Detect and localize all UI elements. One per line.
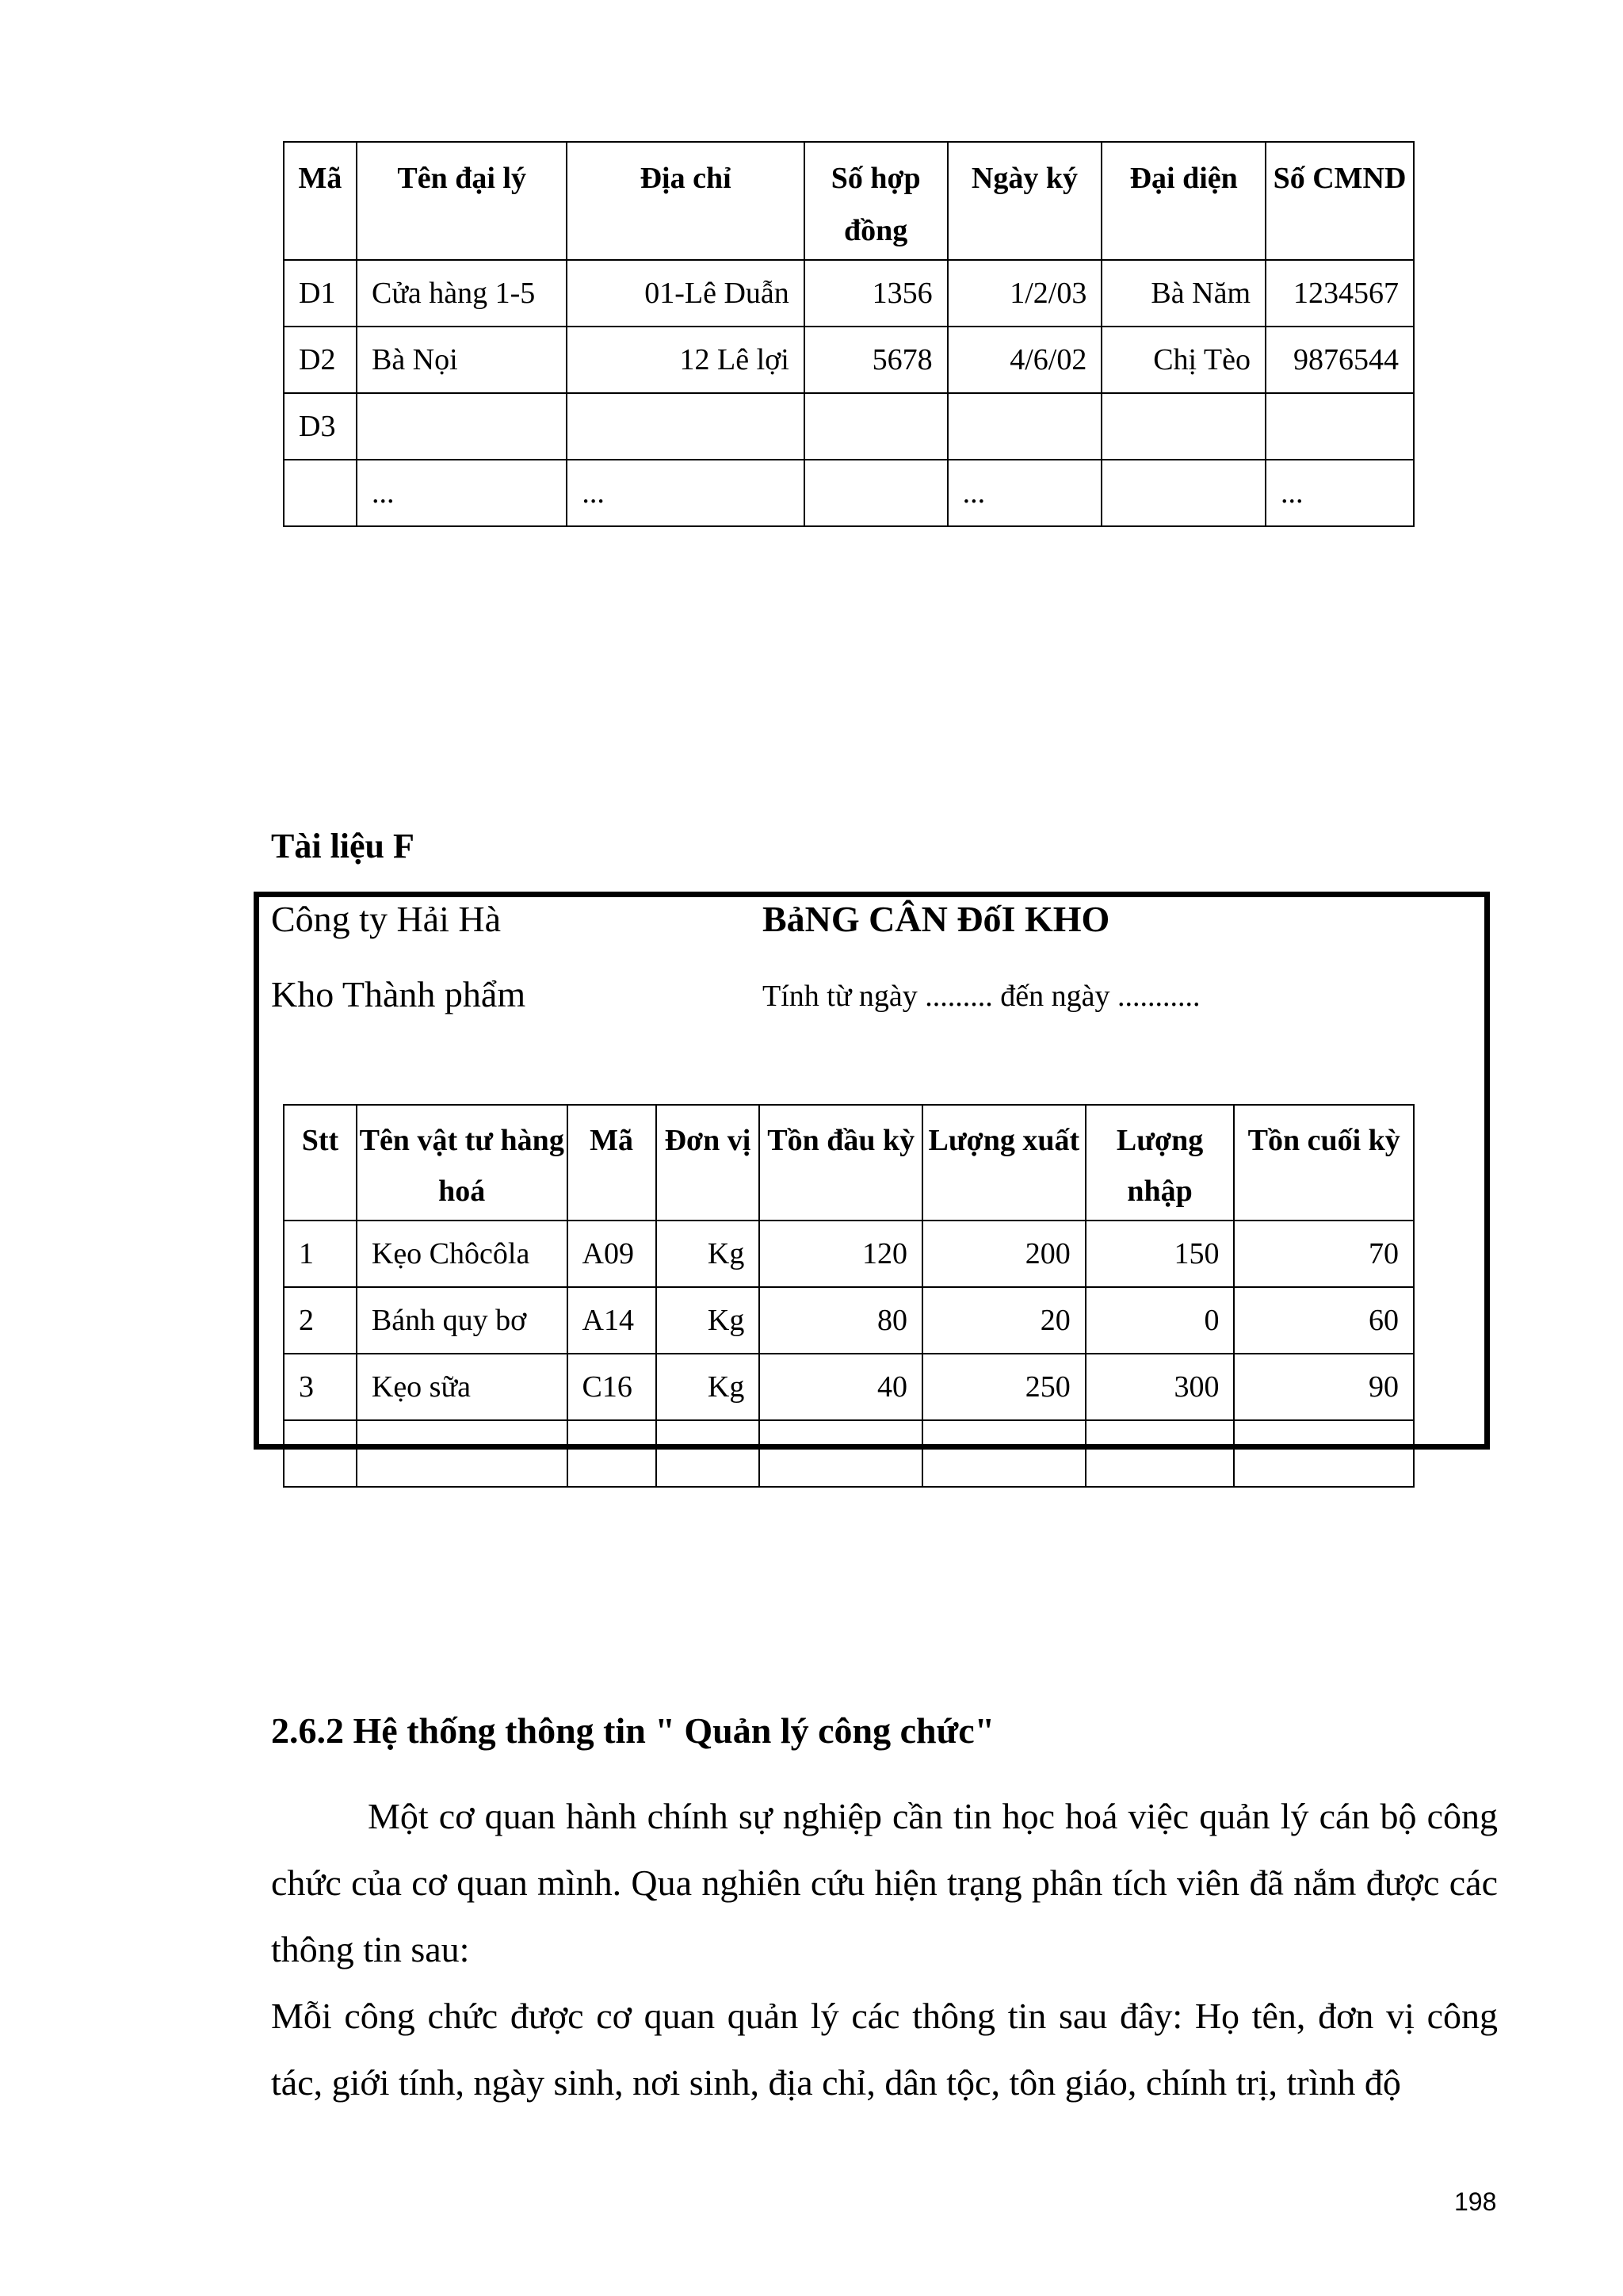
- table-cell: Bà Năm: [1102, 260, 1266, 327]
- header-cell: Tên vật tư hàng hoá: [357, 1105, 567, 1221]
- page-number: 198: [1454, 2187, 1497, 2216]
- table-cell: [567, 1420, 656, 1487]
- table-cell: 1/2/03: [948, 260, 1102, 327]
- warehouse-name: Kho Thành phẩm: [271, 974, 526, 1014]
- table-cell: 1356: [804, 260, 948, 327]
- header-cell: Tên đại lý: [357, 142, 567, 260]
- table-header-row: [284, 1105, 1414, 1221]
- table-cell: 200: [922, 1221, 1086, 1287]
- table-cell: C16: [567, 1354, 656, 1420]
- table-cell: 12 Lê lợi: [567, 327, 804, 393]
- table-cell: 90: [1234, 1354, 1414, 1420]
- table-cell: [922, 1420, 1086, 1487]
- stock-table: [283, 1104, 1415, 1488]
- table-cell: 300: [1086, 1354, 1235, 1420]
- table-cell: Kẹo sữa: [357, 1354, 567, 1420]
- header-cell: Tồn cuối kỳ: [1234, 1105, 1414, 1221]
- table-row: [284, 1354, 1414, 1420]
- table-cell: 9876544: [1266, 327, 1414, 393]
- table-cell: [1234, 1420, 1414, 1487]
- table-cell: 4/6/02: [948, 327, 1102, 393]
- agents-table: [283, 141, 1415, 527]
- table-cell: Cửa hàng 1-5: [357, 260, 567, 327]
- table-cell: Chị Tèo: [1102, 327, 1266, 393]
- table-row: [284, 393, 1414, 460]
- table-cell: 250: [922, 1354, 1086, 1420]
- header-cell: Mã: [567, 1105, 656, 1221]
- table-cell: [656, 1420, 760, 1487]
- section-title: Tài liệu F: [271, 827, 414, 865]
- table-cell: 40: [759, 1354, 922, 1420]
- header-cell: Địa chỉ: [567, 142, 804, 260]
- table-cell: 80: [759, 1287, 922, 1354]
- table-cell: 3: [284, 1354, 357, 1420]
- header-cell: Đại diện: [1102, 142, 1266, 260]
- table-cell: Kg: [656, 1221, 760, 1287]
- table-cell: 01-Lê Duẫn: [567, 260, 804, 327]
- table-cell: [284, 1420, 357, 1487]
- header-cell: Lượng xuất: [922, 1105, 1086, 1221]
- table-cell: 60: [1234, 1287, 1414, 1354]
- table-cell: ...: [567, 460, 804, 526]
- table-cell: [948, 393, 1102, 460]
- table-cell: 2: [284, 1287, 357, 1354]
- table-cell: [804, 460, 948, 526]
- table-cell: [1266, 393, 1414, 460]
- table-cell: 150: [1086, 1221, 1235, 1287]
- table-cell: [804, 393, 948, 460]
- table-cell: 1: [284, 1221, 357, 1287]
- report-title: BảNG CÂN ĐốI KHO: [762, 899, 1110, 939]
- header-cell: Số hợp đồng: [804, 142, 948, 260]
- table-cell: 5678: [804, 327, 948, 393]
- table-cell: Bà Nọi: [357, 327, 567, 393]
- table-header-row: [284, 142, 1414, 260]
- table-cell: 0: [1086, 1287, 1235, 1354]
- table-cell: [357, 1420, 567, 1487]
- table-cell: A09: [567, 1221, 656, 1287]
- table-cell: [567, 393, 804, 460]
- table-cell: Bánh quy bơ: [357, 1287, 567, 1354]
- table-cell: D3: [284, 393, 357, 460]
- section-heading: 2.6.2 Hệ thống thông tin " Quản lý công chức": [271, 1710, 995, 1751]
- section-body: [271, 1783, 1498, 2116]
- header-cell: Số CMND: [1266, 142, 1414, 260]
- table-cell: D2: [284, 327, 357, 393]
- table-cell: [759, 1420, 922, 1487]
- table-cell: [357, 393, 567, 460]
- header-cell: Stt: [284, 1105, 357, 1221]
- table-cell: 120: [759, 1221, 922, 1287]
- table-cell: ...: [357, 460, 567, 526]
- table-row-empty: [284, 1420, 1414, 1487]
- table-cell: Kg: [656, 1354, 760, 1420]
- table-cell: A14: [567, 1287, 656, 1354]
- table-cell: 1234567: [1266, 260, 1414, 327]
- table-row: [284, 460, 1414, 526]
- table-cell: [1102, 460, 1266, 526]
- table-cell: ...: [1266, 460, 1414, 526]
- table-cell: [284, 460, 357, 526]
- header-cell: Lượng nhập: [1086, 1105, 1235, 1221]
- header-cell: Mã: [284, 142, 357, 260]
- table-row: [284, 1221, 1414, 1287]
- table-cell: [1086, 1420, 1235, 1487]
- table-cell: 20: [922, 1287, 1086, 1354]
- header-cell: Đơn vị: [656, 1105, 760, 1221]
- company-name: Công ty Hải Hà: [271, 899, 502, 939]
- paragraph: Một cơ quan hành chính sự nghiệp cần tin học hoá việc quản lý cán bộ công chức của cơ quan mình. Qua nghiên cứu hiện trạng phân tích viên đã nắm được các thông tin sau:: [271, 1796, 1498, 1969]
- table-cell: 70: [1234, 1221, 1414, 1287]
- table-cell: D1: [284, 260, 357, 327]
- header-cell: Tồn đầu kỳ: [759, 1105, 922, 1221]
- table-row: [284, 260, 1414, 327]
- table-row: [284, 327, 1414, 393]
- report-period: Tính từ ngày ......... đến ngày ...........: [762, 980, 1201, 1013]
- table-cell: ...: [948, 460, 1102, 526]
- table-cell: [1102, 393, 1266, 460]
- table-cell: Kg: [656, 1287, 760, 1354]
- table-row: [284, 1287, 1414, 1354]
- paragraph: Mỗi công chức được cơ quan quản lý các thông tin sau đây: Họ tên, đơn vị công tác, giới tính, ngày sinh, nơi sinh, địa chỉ, dân tộc, tôn giáo, chính trị, trình độ: [271, 1996, 1498, 2103]
- table-cell: Kẹo Chôcôla: [357, 1221, 567, 1287]
- header-cell: Ngày ký: [948, 142, 1102, 260]
